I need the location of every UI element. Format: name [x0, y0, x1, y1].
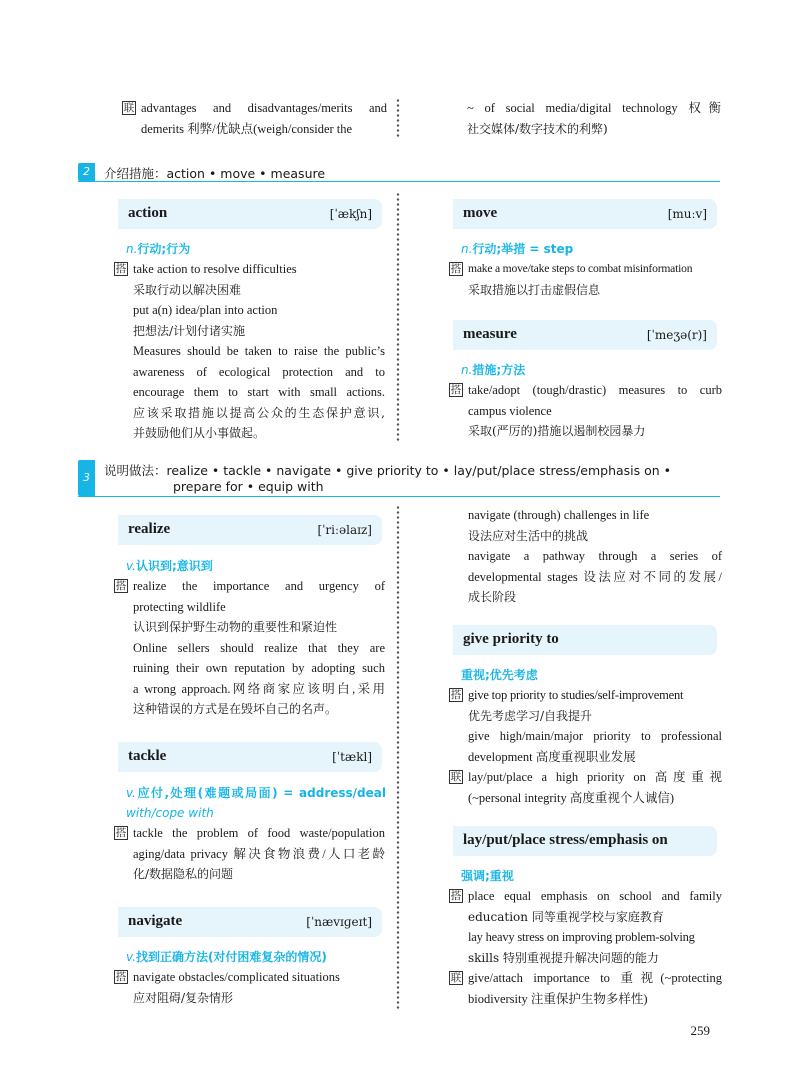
- collocation-block: [450, 259, 722, 300]
- text-line: 设法应对生活中的挑战: [468, 528, 589, 543]
- top-related-continued: [467, 98, 721, 139]
- collocation-tag: 搭: [115, 827, 127, 839]
- text-line: 把想法/计划付诸实施: [133, 323, 246, 338]
- meaning-continued: with/cope with: [126, 806, 214, 820]
- section-header-2: [78, 163, 720, 182]
- meaning: 强调;重视: [461, 869, 514, 883]
- navigate-continued: [468, 505, 722, 608]
- text-line: navigate obstacles/complicated situations: [133, 970, 340, 984]
- text-line: take/adopt (tough/drastic) measures to curb: [468, 383, 722, 397]
- top-related-block: [123, 98, 387, 139]
- word-box-move: [453, 199, 717, 229]
- phonetic: [ˈnævɪɡeɪt]: [306, 915, 372, 929]
- word-box-action: [118, 199, 382, 229]
- text-line: ruining their own reputation by adopting such: [133, 661, 385, 675]
- phonetic: [ˈækʃn]: [329, 207, 372, 221]
- text-line: 认识到保护野生动物的重要性和紧迫性: [133, 620, 338, 634]
- definition: [126, 783, 386, 823]
- collocation-tag: 搭: [450, 689, 462, 701]
- phonetic: [ˈtækl]: [332, 750, 372, 764]
- phonetic: [muːv]: [667, 207, 707, 221]
- section-header-3: [78, 460, 720, 497]
- headword: realize: [128, 521, 171, 537]
- text-line: 这种错误的方式是在毁坏自己的名声。: [133, 702, 338, 716]
- text-line: 成长阶段: [468, 590, 517, 604]
- text-line: lay/put/place a high priority on 高度重视: [468, 770, 722, 784]
- headword: tackle: [128, 748, 167, 764]
- text-line: 应对阻碍/复杂情形: [133, 990, 234, 1005]
- section-number: 2: [78, 163, 95, 181]
- word-box-realize: [118, 515, 382, 545]
- text-line: 采取(严厉的)措施以遏制校园暴力: [468, 424, 646, 438]
- word-box-measure: [453, 320, 717, 350]
- part-of-speech: v.: [126, 559, 136, 573]
- word-box-navigate: [118, 907, 382, 937]
- collocation-tag: 搭: [450, 263, 462, 275]
- collocation-tag: 搭: [450, 384, 462, 396]
- part-of-speech: n.: [461, 242, 473, 256]
- headword: measure: [463, 326, 517, 342]
- text-line: lay heavy stress on improving problem-solving: [468, 930, 695, 944]
- text-line: tackle the problem of food waste/population: [133, 826, 385, 840]
- text-line: navigate a pathway through a series of: [468, 549, 722, 563]
- column-divider-section3: [394, 505, 402, 1010]
- text-line: 优先考虑学习/自我提升: [468, 708, 593, 723]
- section-title-line-2: prepare for • equip with: [173, 479, 324, 494]
- text-line: encourage them to start with small actions.: [133, 385, 385, 399]
- definition: [461, 361, 525, 378]
- text-line: protecting wildlife: [133, 599, 226, 614]
- text-line: 并鼓励他们从小事做起。: [133, 426, 266, 440]
- text-line: developmental stages 设法应对不同的发展/: [468, 569, 722, 584]
- related-block: [450, 968, 722, 1009]
- word-box-lay-stress-on: [453, 826, 717, 856]
- related-block: [450, 767, 722, 808]
- definition: [126, 557, 213, 574]
- headword: navigate: [128, 913, 183, 929]
- text-line: awareness of ecological protection and to: [133, 364, 385, 379]
- related-tag: 联: [123, 102, 135, 114]
- collocation-tag: 搭: [115, 580, 127, 592]
- meaning: 认识到;意识到: [135, 559, 213, 573]
- headword: give priority to: [463, 631, 559, 647]
- text-line: education 同等重视学校与家庭教育: [468, 909, 664, 924]
- text-line: advantages and disadvantages/merits and: [141, 101, 387, 115]
- text-line: realize the importance and urgency of: [133, 579, 385, 593]
- part-of-speech: v.: [126, 786, 136, 800]
- related-tag: 联: [450, 771, 462, 783]
- collocation-tag: 搭: [450, 890, 462, 902]
- part-of-speech: v.: [126, 950, 136, 964]
- text-line: a wrong approach.网络商家应该明白,采用: [133, 681, 385, 696]
- text-line: development 高度重视职业发展: [468, 749, 636, 764]
- meaning: 行动;举措 = step: [472, 242, 574, 256]
- text-line: skills 特别重视提升解决问题的能力: [468, 950, 659, 965]
- text-line: give/attach importance to 重视(~protecting: [468, 971, 722, 985]
- text-line: ~ of social media/digital technology 权衡: [467, 101, 721, 115]
- text-line: 采取措施以打击虚假信息: [468, 282, 601, 297]
- collocation-block: [450, 685, 722, 767]
- definition: [126, 240, 190, 257]
- text-line: place equal emphasis on school and family: [468, 889, 722, 903]
- text-line: 采取行动以解决困难: [133, 282, 242, 297]
- text-line: biodiversity 注重保护生物多样性): [468, 991, 648, 1006]
- headword: action: [128, 205, 168, 221]
- collocation-block: [115, 967, 385, 1008]
- collocation-block: [450, 380, 722, 442]
- text-line: put a(n) idea/plan into action: [133, 303, 278, 317]
- collocation-tag: 搭: [115, 263, 127, 275]
- collocation-block: [115, 823, 385, 885]
- collocation-block: [115, 576, 385, 720]
- text-line: demerits 利弊/优缺点(weigh/consider the: [141, 121, 353, 136]
- text-line: Measures should be taken to raise the public’s: [133, 344, 385, 358]
- column-divider-section2: [394, 192, 402, 442]
- column-divider-top: [394, 98, 402, 138]
- meaning: 行动;行为: [137, 242, 191, 256]
- meaning: 重视;优先考虑: [461, 668, 538, 682]
- section-title: 介绍措施：action • move • measure: [104, 166, 326, 181]
- meaning: 找到正确方法(对付困难复杂的情况): [135, 950, 327, 964]
- word-box-tackle: [118, 742, 382, 772]
- part-of-speech: n.: [126, 242, 138, 256]
- text-line: take action to resolve difficulties: [133, 262, 297, 276]
- section-title-line-1: 说明做法：realize • tackle • navigate • give priority to • lay/put/place stress/emphasis on •: [104, 463, 672, 478]
- part-of-speech: n.: [461, 363, 473, 377]
- text-line: give top priority to studies/self-improvement: [468, 688, 684, 702]
- page-number: 259: [690, 1023, 710, 1038]
- meaning: 措施;方法: [472, 363, 526, 377]
- text-line: make a move/take steps to combat misinformation: [468, 262, 693, 275]
- definition: [461, 240, 573, 257]
- meaning: 应付,处理(难题或局面) = address/deal: [135, 786, 386, 800]
- definition: [461, 666, 538, 683]
- phonetic: [ˈriːəlaɪz]: [317, 523, 372, 537]
- text-line: Online sellers should realize that they are: [133, 640, 385, 655]
- headword: lay/put/place stress/emphasis on: [463, 832, 668, 848]
- collocation-block: [450, 886, 722, 968]
- phonetic: [ˈmeʒə(r)]: [646, 328, 707, 342]
- text-line: (~personal integrity 高度重视个人诚信): [468, 790, 675, 805]
- text-line: 化/数据隐私的问题: [133, 867, 234, 881]
- collocation-tag: 搭: [115, 971, 127, 983]
- related-tag: 联: [450, 972, 462, 984]
- word-box-give-priority-to: [453, 625, 717, 655]
- text-line: give high/main/major priority to professional: [468, 729, 722, 743]
- collocation-block: [115, 259, 385, 444]
- text-line: 应该采取措施以提高公众的生态保护意识,: [133, 405, 385, 420]
- definition: [126, 948, 327, 965]
- headword: move: [463, 205, 498, 221]
- definition: [461, 867, 514, 884]
- text-line: campus violence: [468, 403, 552, 418]
- text-line: navigate (through) challenges in life: [468, 508, 650, 522]
- text-line: aging/data privacy 解决食物浪费/人口老龄: [133, 846, 385, 861]
- section-number: 3: [78, 460, 95, 496]
- text-line: 社交媒体/数字技术的利弊): [467, 121, 608, 136]
